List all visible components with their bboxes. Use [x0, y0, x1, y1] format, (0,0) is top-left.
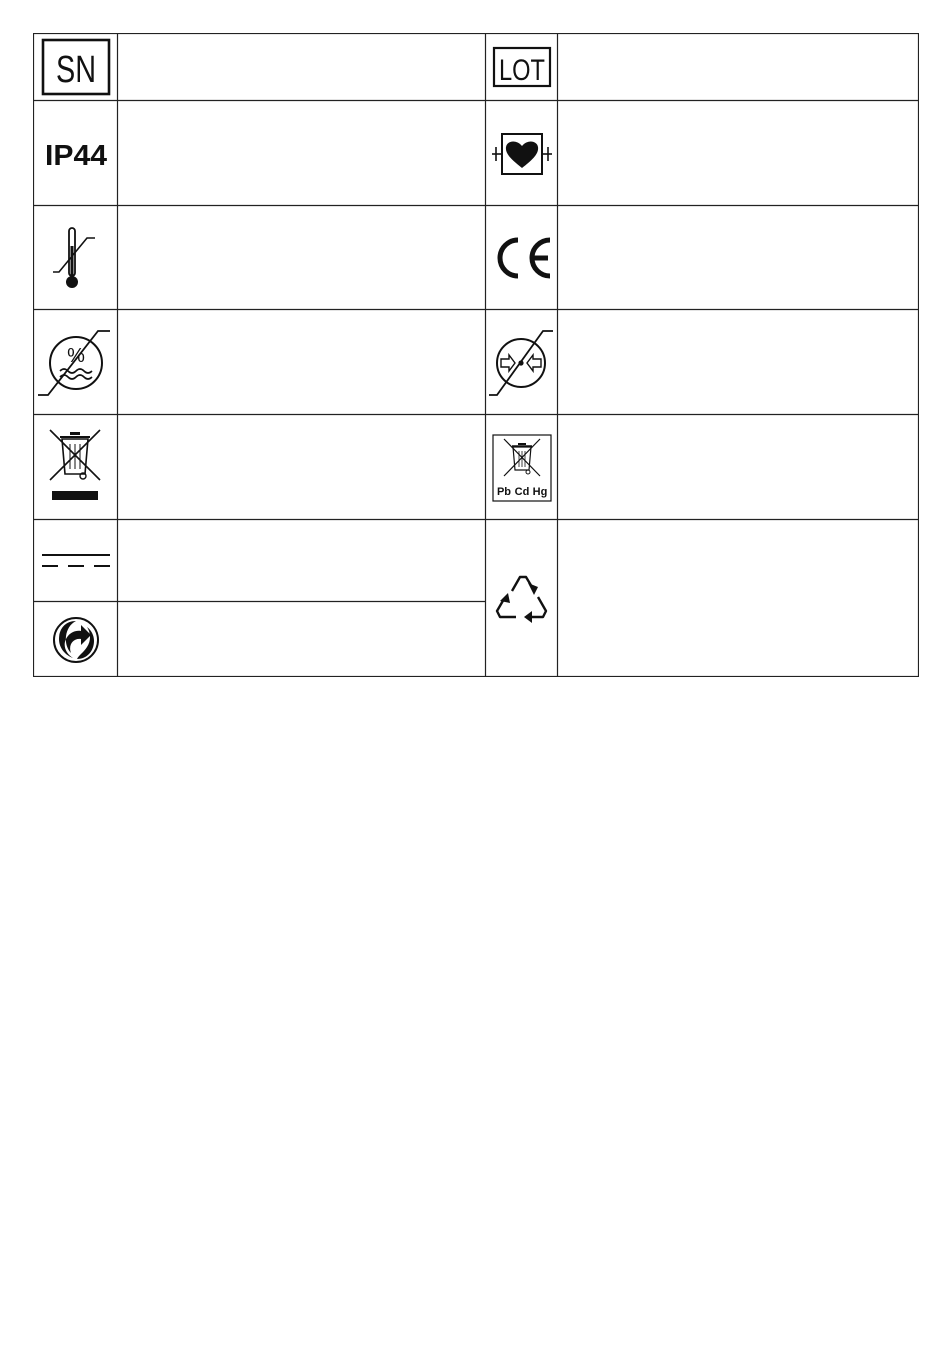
humidity-description	[118, 310, 486, 415]
temperature-description	[118, 206, 486, 310]
recycling-description	[558, 520, 919, 677]
pressure-description	[558, 310, 919, 415]
cadmium-label: Cd	[514, 485, 530, 498]
lead-label: Pb	[496, 485, 512, 498]
ce-description	[558, 206, 919, 310]
humidity-limit-icon	[33, 310, 118, 415]
battery-description	[558, 415, 919, 520]
green-dot-description	[118, 602, 486, 677]
serial-number-label: SN	[55, 49, 96, 91]
temperature-limit-icon	[33, 206, 118, 310]
green-dot-icon	[33, 602, 118, 677]
atmospheric-pressure-limit-icon	[486, 310, 558, 415]
direct-current-icon	[33, 520, 118, 602]
weee-description	[118, 415, 486, 520]
mercury-label: Hg	[532, 485, 548, 498]
ip-rating-label: IP44	[44, 139, 107, 172]
serial-number-description	[118, 33, 486, 101]
symbol-legend-table	[33, 33, 919, 677]
lot-number-icon	[486, 33, 558, 101]
type-bf-applied-part-icon	[486, 101, 558, 206]
svg-text:%: %	[66, 344, 85, 367]
ip-rating-icon	[33, 101, 118, 206]
weee-crossed-bin-icon	[33, 415, 118, 520]
type-bf-description	[558, 101, 919, 206]
lot-number-label: LOT	[499, 54, 545, 87]
ce-mark-icon	[486, 206, 558, 310]
serial-number-icon	[33, 33, 118, 101]
ip-rating-description	[118, 101, 486, 206]
direct-current-description	[118, 520, 486, 602]
battery-disposal-icon	[486, 415, 558, 520]
recycling-icon	[486, 520, 558, 677]
lot-number-description	[558, 33, 919, 101]
